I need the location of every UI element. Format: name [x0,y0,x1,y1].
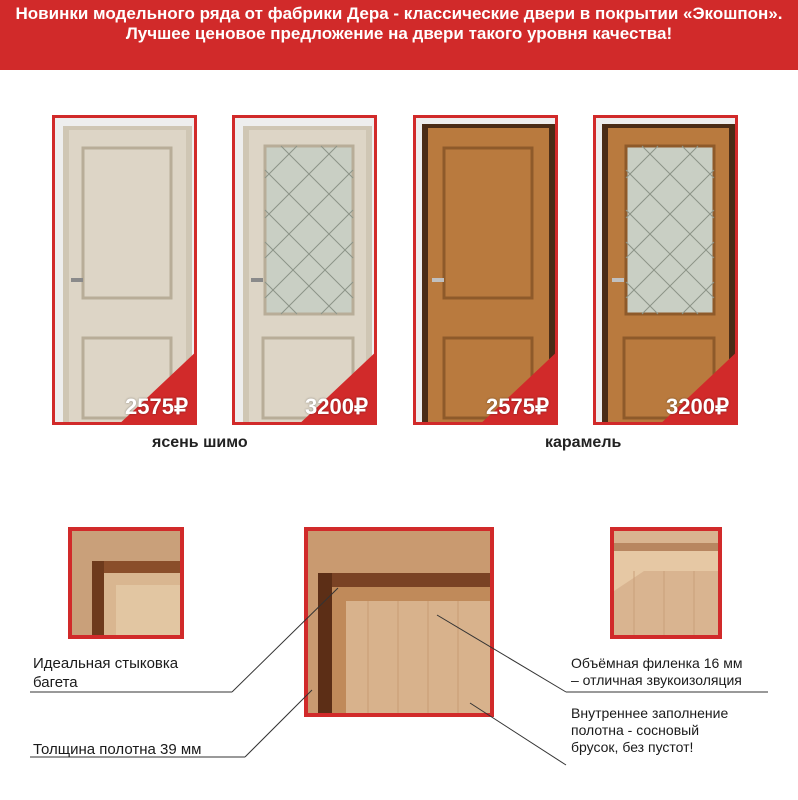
price-label: 3200₽ [666,394,729,419]
banner-line-2: Лучшее ценовое предложение на двери такого уровня качества! [125,24,673,43]
door-image [416,118,558,425]
caption-line: брусок, без пустот! [571,739,694,755]
door-image [235,118,377,425]
caption-thickness: Толщина полотна 39 мм [33,741,202,758]
price-label: 2575₽ [486,394,549,419]
caption-baguette [33,654,178,692]
door-card-light-solid[interactable] [52,115,197,425]
caption-panel [571,655,742,689]
color-label-caramel: карамель [545,434,622,451]
price-label: 2575₽ [125,394,188,419]
door-card-caramel-solid[interactable] [413,115,558,425]
caption-line: полотна - сосновый [571,722,700,738]
header-banner [0,0,798,70]
banner-line-1: Новинки модельного ряда от фабрики Дера - классические двери в покрытии «Экошпон». [15,4,783,23]
caption-fill [571,705,728,756]
detail-corner-image [304,527,494,717]
door-image [55,118,197,425]
color-label-light: ясень шимо [152,434,248,451]
caption-line: Идеальная стыковка [33,655,179,672]
door-card-light-glass[interactable] [232,115,377,425]
door-image [596,118,738,425]
caption-line: Внутреннее заполнение [571,705,729,721]
caption-line: Объёмная филенка 16 мм [571,655,743,671]
door-card-caramel-glass[interactable] [593,115,738,425]
detail-baguette-image [68,527,184,639]
caption-line: – отличная звукоизоляция [571,672,742,688]
price-label: 3200₽ [305,394,368,419]
detail-panel-image [610,527,722,639]
caption-line: багета [33,674,78,691]
